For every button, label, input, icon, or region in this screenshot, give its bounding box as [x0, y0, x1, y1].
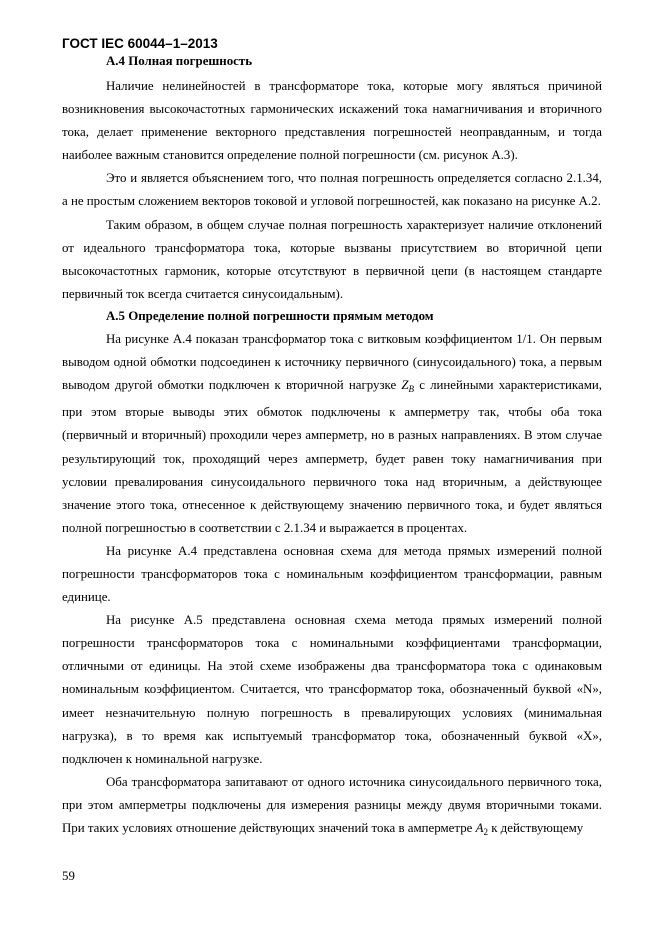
section-heading-a5: А.5 Определение полной погрешности прямым методом: [106, 308, 434, 323]
paragraph: [62, 771, 602, 844]
text-fragment: с линейными характеристиками, при этом вторые выводы этих обмоток подключены к амперметру так, чтобы оба тока (первичный и вторичный) проходили через амперметр, но в разных направлениях. В этом случае результирующий ток, проходящий через амперметр, будет равен току намагничивания при условии превалирования синусоидального первичного тока над вторичным, а действующее значение этого тока, отнесенное к действующему значению первичного тока, и будет являться полной погрешностью в соответствии с 2.1.34 и выражается в процентах.: [62, 378, 602, 535]
ammeter-symbol-subscript: 2: [483, 827, 488, 837]
section-heading-a4: А.4 Полная погрешность: [106, 54, 253, 68]
page-number: 59: [62, 869, 75, 883]
paragraph: На рисунке А.5 представлена основная схема метода прямых измерений полной погрешности трансформаторов тока с номинальными коэффициентами трансформации, отличными от единицы. На этой схеме изображены два трансформатора тока с одинаковым номинальным коэффициентом. Считается, что трансформатор тока, обозначенный буквой «N», имеет незначительную полную погрешность в превалирующих условиях (минимальная нагрузка), в то время как испытуемый трансформатор тока, обозначенный буквой «X», подключен к номинальной нагрузке.: [62, 613, 602, 766]
paragraph: Это и является объяснением того, что полная погрешность определяется согласно 2.1.34, а не простым сложением векторов токовой и угловой погрешностей, как показано на рисунке А.2.: [62, 171, 602, 209]
paragraph: Таким образом, в общем случае полная погрешность характеризует наличие отклонений от идеального трансформатора тока, которые вызваны присутствием во вторичной цепи высокочастотных гармоник, которые отсутствуют в первичной цепи (в настоящем стандарте первичный ток всегда считается синусоидальным).: [62, 217, 602, 301]
load-symbol-subscript: B: [408, 384, 415, 395]
text-fragment: к действующему: [487, 821, 584, 835]
paragraph: На рисунке А.4 представлена основная схема для метода прямых измерений полной погрешности трансформаторов тока с номинальным коэффициентом трансформации, равным единице.: [62, 543, 602, 605]
text-fragment: На рисунке А.4 показан трансформатор тока с витковым коэффициентом 1/1. Он первым выводом одной обмотки подсоединен к источнику первичного (синусоидального) тока, а первым выводом другой обмотки подключен к вторичной нагрузке: [62, 332, 602, 393]
paragraph: [62, 328, 602, 540]
paragraph: Наличие нелинейностей в трансформаторе тока, которые могу являться причиной возникновения высокочастотных гармонических искажений тока намагничивания и вторичного тока, делает применение векторного представления погрешностей неоправданным, и тогда наиболее важным становится определение полной погрешности (см. рисунок А.3).: [62, 79, 602, 163]
standard-designation: ГОСТ IEC 60044–1–2013: [62, 36, 218, 51]
load-symbol: Z: [401, 378, 409, 393]
ammeter-symbol: A: [475, 821, 484, 835]
text-fragment: Оба трансформатора запитавают от одного источника синусоидального первичного тока, при этом амперметры подключены для измерения разницы между двумя вторичными токами. При таких условиях отношение действующих значений тока в амперметре: [62, 774, 602, 835]
page-content: [62, 52, 602, 844]
